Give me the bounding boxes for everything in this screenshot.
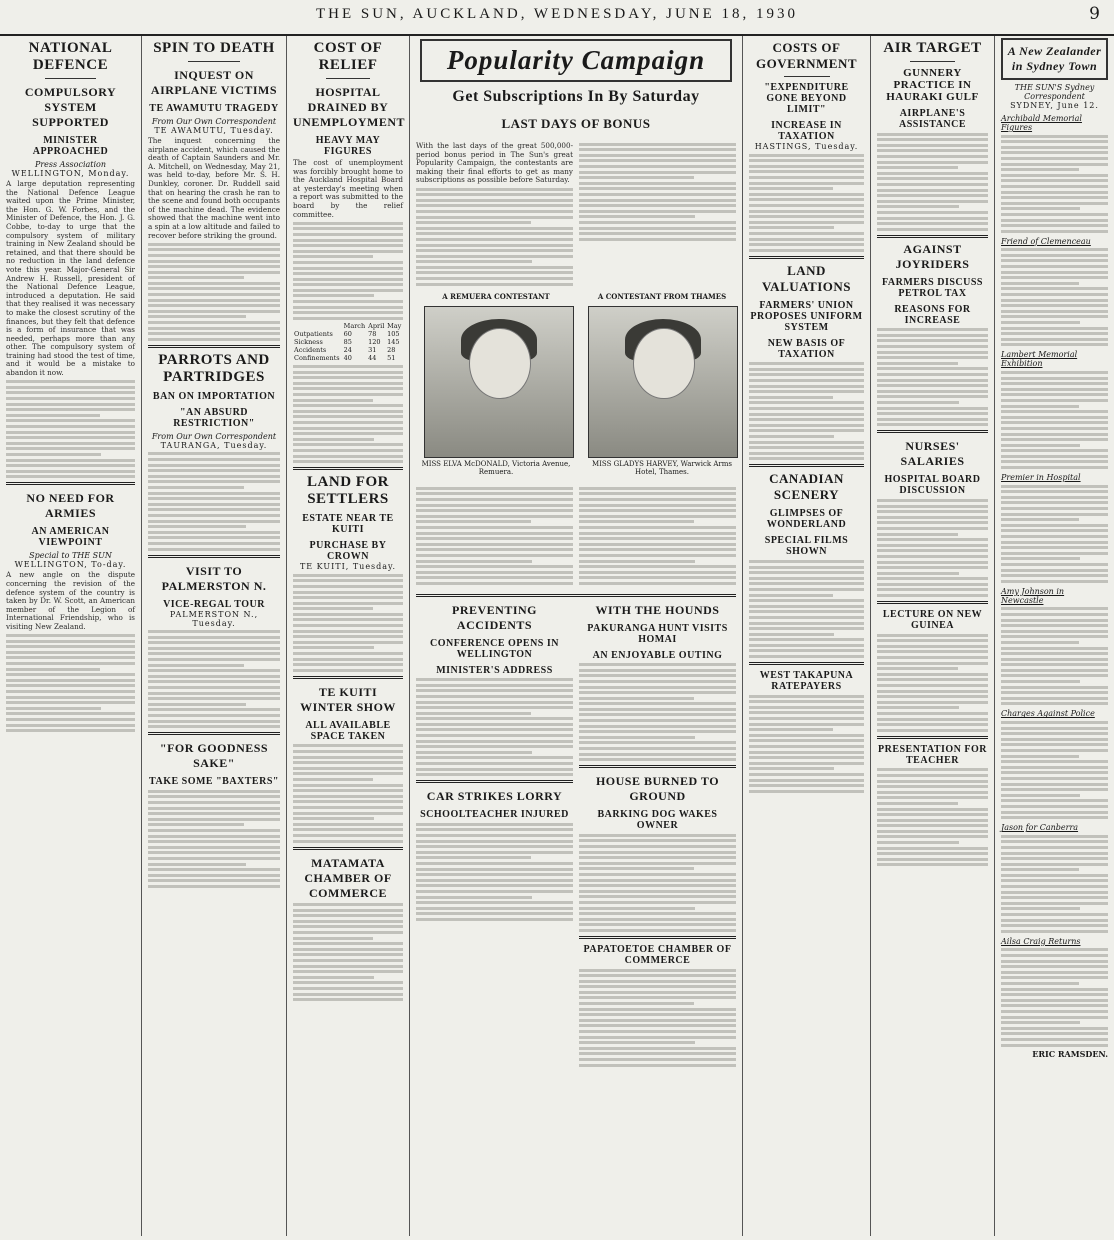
dateline: TE AWAMUTU, Tuesday.: [154, 126, 274, 135]
column-sydney-town: [995, 36, 1114, 1236]
subhead-pakuranga: PAKURANGA HUNT VISITS HOMAI: [587, 622, 728, 645]
headline-parrots: PARROTS AND PARTRIDGES: [158, 351, 270, 385]
campaign-body-col4: [579, 484, 736, 587]
article-body-2: [293, 574, 403, 672]
contestant-photo-thames: [588, 306, 738, 458]
article-body-3: [293, 744, 403, 842]
hounds-body: [579, 663, 736, 761]
subhead-conference: CONFERENCE OPENS IN WELLINGTON: [430, 637, 559, 660]
headline-spin-to-death: SPIN TO DEATH: [153, 40, 275, 56]
article-body-4: [293, 903, 403, 1001]
column-cost-of-relief: [287, 36, 410, 1236]
subhead-taxation: INCREASE IN TAXATION: [771, 120, 842, 142]
headline-nurses-salaries: NURSES' SALARIES: [900, 439, 965, 469]
column-national-defence: [0, 36, 142, 1236]
headline-cost-of-relief: COST OF RELIEF: [313, 40, 383, 73]
headline-subscriptions: Get Subscriptions In By Saturday: [452, 88, 700, 105]
article-body: A large deputation representing the National Defence League waited upon the Prime Minister, the Hon. G. W. Forbes, and the Minister of Defence, the Hon. J. G. Cobbe, to-day to urge that the compulsory system of military training in New Zealand should be retained, and that there should be no reduction in the land defence vote this year. Major-General Sir Andrew H. Russell, president of the National Defence League, introduced a deputation. He said that they realised it was necessary to make the closest scrutiny of the finances, but they felt that defence is a form of insurance that was needed, perhaps more than any other. The compulsory system of training had stood the test of time, and it would be a mistake to abandon it now.: [6, 179, 135, 378]
article-body: The cost of unemployment was forcibly brought home to the Auckland Hospital Board at yesterday's meeting when a report was submitted to the board by the relief committee.: [293, 158, 403, 219]
dateline-3: PALMERSTON N., Tuesday.: [169, 609, 259, 628]
table-row: Sickness 85 120 145: [294, 338, 400, 347]
article-body-cont: [6, 380, 135, 478]
photo2-name: MISS GLADYS HARVEY, Warwick Arms Hotel, Thames.: [591, 460, 733, 477]
hospital-figures-table: [293, 322, 403, 362]
byline-2: From Our Own Correspondent: [151, 431, 277, 441]
section-body-6: [1001, 721, 1108, 819]
section-body-7: [1001, 835, 1108, 933]
headline-no-need-armies: NO NEED FOR ARMIES: [26, 491, 115, 521]
masthead-title: THE SUN, AUCKLAND, WEDNESDAY, JUNE 18, 1930: [315, 6, 799, 22]
article-body-3: [749, 560, 864, 658]
dateline-2: WELLINGTON, To-day.: [14, 560, 127, 570]
headline-national-defence: NATIONAL DEFENCE: [28, 40, 113, 73]
subhead-expenditure: "EXPENDITURE GONE BEYOND LIMIT": [764, 82, 849, 115]
section-body-1: [1001, 135, 1108, 233]
section-amy-johnson: Amy Johnson in Newcastle: [1001, 586, 1065, 605]
headline-preventing-accidents: PREVENTING ACCIDENTS: [451, 602, 537, 632]
article-body-2: [148, 452, 280, 550]
campaign-body: With the last days of the great 500,000-period bonus period in The Sun's great Popularity Campaign, the contestants are making their final efforts to get as many subscriptions as possible before Saturday.: [416, 141, 573, 185]
subhead-special-films: SPECIAL FILMS SHOWN: [764, 535, 849, 558]
byline: THE SUN'S Sydney Correspondent: [1014, 83, 1095, 101]
headline-hounds: WITH THE HOUNDS: [595, 602, 720, 617]
subhead-barking-dog: BARKING DOG WAKES OWNER: [597, 809, 718, 832]
subhead-schoolteacher: SCHOOLTEACHER INJURED: [420, 809, 569, 821]
section-jason: Jason for Canberra: [1001, 823, 1079, 833]
subhead-baxters: TAKE SOME "BAXTERS": [149, 776, 279, 788]
headline-palmerston: VISIT TO PALMERSTON N.: [161, 563, 267, 593]
article-body-2: [877, 328, 988, 426]
dateline: HASTINGS, Tuesday.: [754, 142, 859, 151]
subhead-airplane-assistance: AIRPLANE'S ASSISTANCE: [898, 108, 967, 130]
article-body-5: [877, 768, 988, 866]
subhead-may-figures: HEAVY MAY FIGURES: [315, 135, 381, 157]
campaign-body-col3: [416, 484, 573, 587]
section-police: Charges Against Police: [1001, 709, 1095, 719]
headline-new-guinea: LECTURE ON NEW GUINEA: [882, 609, 983, 632]
article-body-cont: [293, 222, 403, 320]
article-body-cont: [148, 243, 280, 341]
photo1-name: MISS ELVA McDONALD, Victoria Avenue, Remuera.: [421, 460, 571, 477]
subhead-vice-regal: VICE-REGAL TOUR: [163, 598, 265, 610]
section-ailsa-craig: Ailsa Craig Returns: [1001, 936, 1081, 946]
subhead-compulsory: COMPULSORY SYSTEM SUPPORTED: [24, 85, 117, 129]
table-header: March April May: [343, 322, 402, 331]
headline-canadian-scenery: CANADIAN SCENERY: [769, 471, 844, 503]
table-row: Outpatients 60 78 105: [294, 330, 400, 339]
subhead-last-days: LAST DAYS OF BONUS: [501, 116, 651, 131]
signature: ERIC RAMSDEN.: [1032, 1049, 1108, 1060]
section-body-3: [1001, 371, 1108, 469]
house-body: [579, 834, 736, 932]
section-lambert: Lambert Memorial Exhibition: [1001, 350, 1078, 369]
dateline-2: TAURANGA, Tuesday.: [160, 440, 268, 450]
headline-matamata: MATAMATA CHAMBER OF COMMERCE: [304, 855, 392, 900]
dateline: SYDNEY, June 12.: [1010, 101, 1099, 110]
subhead-space-taken: ALL AVAILABLE SPACE TAKEN: [305, 719, 391, 742]
column-costs-government: [743, 36, 871, 1236]
article-body-4: [877, 634, 988, 732]
subhead-absurd: "AN ABSURD RESTRICTION": [173, 406, 255, 429]
subhead-petrol-tax: FARMERS DISCUSS PETROL TAX: [882, 276, 983, 299]
headline-house-burned: HOUSE BURNED TO GROUND: [595, 774, 720, 804]
accidents-body: [416, 678, 573, 776]
banner-title: Popularity Campaign: [446, 45, 706, 75]
subhead-tragedy: TE AWAMUTU TRAGEDY: [149, 103, 279, 114]
subhead-farmers-union: FARMERS' UNION PROPOSES UNIFORM SYSTEM: [750, 299, 863, 333]
subhead-american-viewpoint: AN AMERICAN VIEWPOINT: [31, 526, 110, 549]
article-body-more: [293, 365, 403, 463]
subhead-outing: AN ENJOYABLE OUTING: [592, 649, 723, 661]
papatoetoe-body: [579, 969, 736, 1067]
article-body: [749, 154, 864, 252]
headline-joyriders: AGAINST JOYRIDERS: [895, 241, 970, 271]
subhead-hospital: HOSPITAL DRAINED BY UNEMPLOYMENT: [293, 85, 405, 129]
byline: From Our Own Correspondent: [151, 117, 277, 126]
headline-winter-show: TE KUITI WINTER SHOW: [300, 684, 396, 714]
subhead-minister-address: MINISTER'S ADDRESS: [436, 664, 553, 676]
headline-air-target: AIR TARGET: [883, 40, 982, 56]
column-spin-to-death: [142, 36, 287, 1236]
subhead-wonderland: GLIMPSES OF WONDERLAND: [766, 508, 847, 531]
headline-west-takapuna: WEST TAKAPUNA RATEPAYERS: [759, 670, 854, 693]
article-body-3: [148, 630, 280, 728]
page-number: 9: [1089, 4, 1100, 24]
popularity-campaign-banner: [420, 39, 732, 82]
table-row: Confinements 40 44 51: [294, 354, 396, 363]
campaign-body-cont: [416, 188, 573, 286]
byline-2: Special to THE SUN: [29, 551, 112, 561]
byline: Press Association: [34, 160, 107, 169]
section-archibald: Archibald Memorial Figures: [1001, 114, 1082, 132]
article-body-3: [877, 499, 988, 597]
article-body-2: [749, 362, 864, 460]
subhead-hospital-board: HOSPITAL BOARD DISCUSSION: [884, 474, 981, 497]
headline-presentation: PRESENTATION FOR TEACHER: [877, 743, 988, 766]
subhead-new-basis: NEW BASIS OF TAXATION: [767, 337, 846, 360]
section-body-4: [1001, 485, 1108, 583]
dateline: WELLINGTON, Monday.: [11, 169, 130, 178]
section-body-2: [1001, 248, 1108, 346]
dateline-2: TE KUITI, Tuesday.: [299, 562, 397, 572]
subhead-reasons: REASONS FOR INCREASE: [894, 303, 971, 326]
headline-car-strikes-lorry: CAR STRIKES LORRY: [426, 789, 563, 804]
article-body: The inquest concerning the airplane accident, which caused the death of Captain Saunders and Mr. A. Mitchell, on Wednesday, May 21, was held to-day, before Mr. S. H. Dunkley, coroner. Dr. Ruddell said that on hearing the crash he ran to the scene and found both occupants of the machine dead. The evidence showed that the machine went into a spin at a low altitude and failed to recover before striking the ground.: [148, 136, 280, 240]
article-body-2-cont: [6, 634, 135, 732]
headline-costs-government: COSTS OF GOVERNMENT: [755, 40, 858, 71]
center-spread: [410, 36, 743, 1236]
car-body: [416, 823, 573, 921]
section-clemenceau: Friend of Clemenceau: [1001, 236, 1091, 246]
campaign-body-col2: [579, 143, 736, 241]
headline-land-settlers: LAND FOR SETTLERS: [307, 474, 389, 508]
section-premier: Premier in Hospital: [1001, 473, 1081, 483]
section-body-8: [1001, 948, 1108, 1046]
contestant-photo-remuera: [424, 306, 574, 458]
sydney-title-box: [1001, 38, 1108, 80]
table-row: Accidents 24 31 28: [294, 346, 396, 355]
photo1-caption: A REMUERA CONTESTANT: [442, 292, 550, 302]
section-body-5: [1001, 607, 1108, 705]
headline-goodness-sake: "FOR GOODNESS SAKE": [159, 741, 269, 771]
headline-land-valuations: LAND VALUATIONS: [761, 262, 852, 294]
subhead-estate: ESTATE NEAR TE KUITI: [302, 513, 394, 536]
subhead-gunnery: GUNNERY PRACTICE IN HAURAKI GULF: [886, 67, 979, 103]
article-body-2: A new angle on the dispute concerning the revision of the defence system of the country is taken by Dr. W. Scott, an American member of the Legion of International Friendship, who is visiting New Zealand.: [6, 570, 135, 631]
subhead-purchase: PURCHASE BY CROWN: [309, 540, 387, 563]
photo2-caption: A CONTESTANT FROM THAMES: [597, 292, 727, 302]
article-body: [877, 133, 988, 231]
article-body-4: [749, 695, 864, 793]
headline-sydney: A New Zealander in Sydney Town: [1007, 44, 1102, 73]
subhead-ban: BAN ON IMPORTATION: [152, 390, 276, 402]
column-air-target: [871, 36, 995, 1236]
article-body-4: [148, 790, 280, 888]
subhead-inquest: INQUEST ON AIRPLANE VICTIMS: [150, 68, 278, 97]
subhead-minister: MINISTER APPROACHED: [32, 135, 109, 157]
masthead: [0, 0, 1114, 36]
headline-papatoetoe: PAPATOETOE CHAMBER OF COMMERCE: [583, 943, 732, 966]
